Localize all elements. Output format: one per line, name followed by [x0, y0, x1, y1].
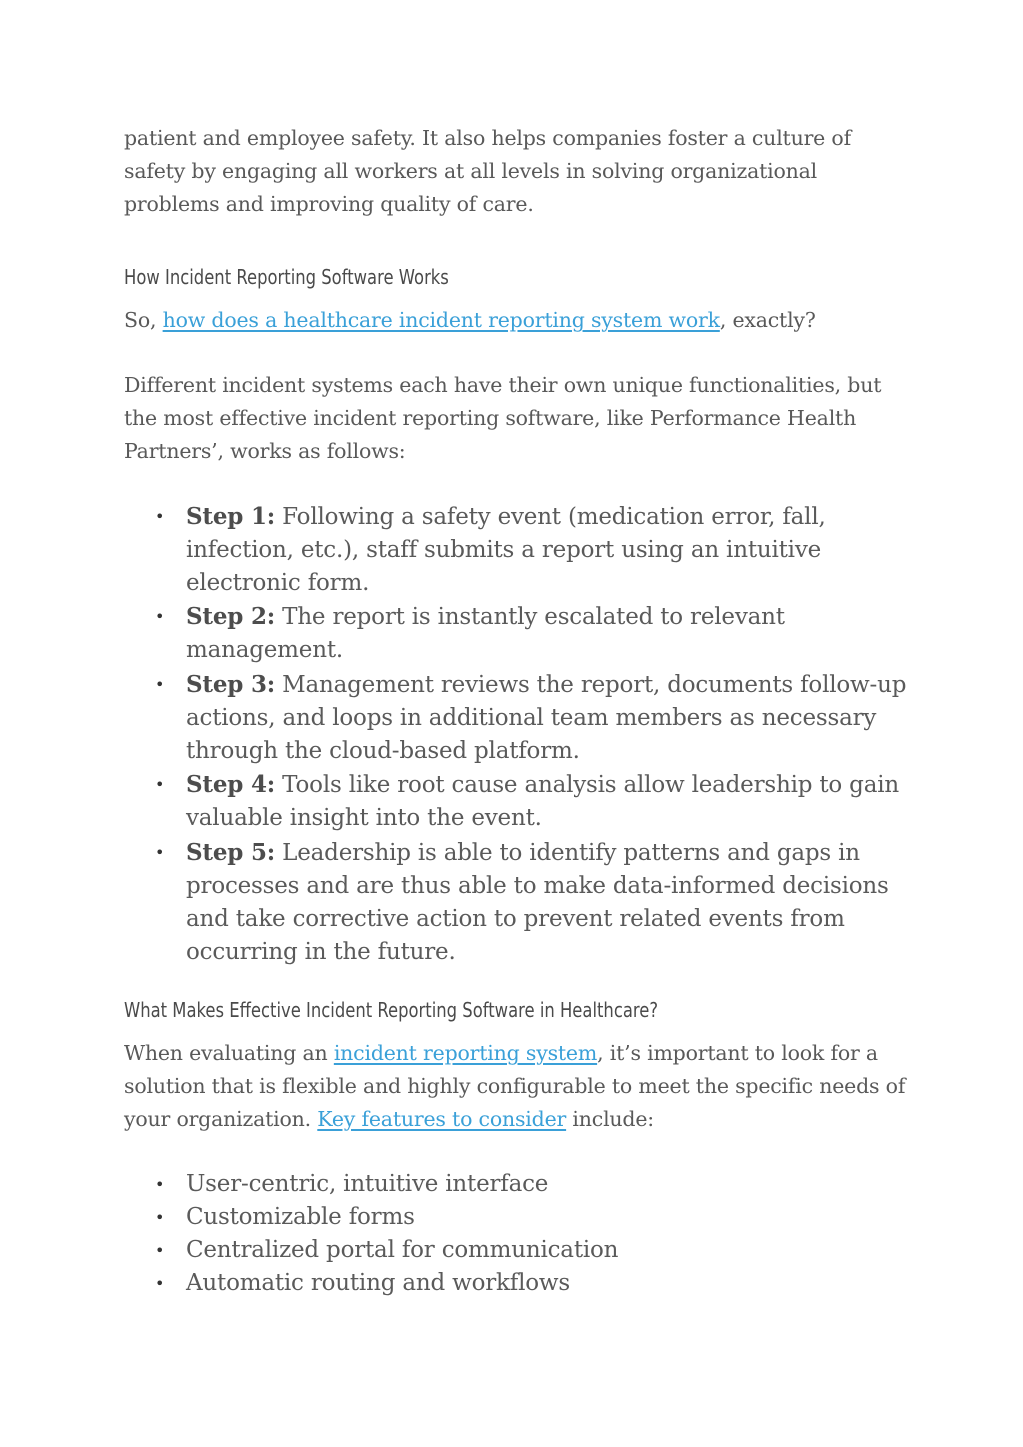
incident-reporting-system-link[interactable]: incident reporting system [333, 1041, 598, 1066]
evaluation-middle: , it’s important to look for a solution that is flexible and highly configurable to meet the specific needs of your organization. [124, 1041, 906, 1132]
step-text: Management reviews the report, documents follow-up actions, and loops in additional team members as necessary through the cloud-based platform. [186, 671, 907, 764]
intro-paragraph: patient and employee safety. It also helps companies foster a culture of safety by engaging all workers at all levels in solving organizational problems and improving quality of care. [124, 126, 851, 216]
question-suffix: , exactly? [719, 308, 816, 333]
evaluation-prefix: When evaluating an [124, 1041, 334, 1066]
feature-text: User-centric, intuitive interface [186, 1170, 549, 1197]
how-system-works-link[interactable]: how does a healthcare incident reporting system work [162, 308, 720, 333]
bullet-icon: • [155, 1208, 165, 1228]
section-heading-effective-software: What Makes Effective Incident Reporting Software in Healthcare? [124, 998, 659, 1023]
step-label: Step 1: [186, 502, 276, 530]
question-paragraph [124, 304, 914, 337]
list-item [124, 1234, 914, 1267]
feature-text: Customizable forms [186, 1204, 415, 1231]
question-prefix: So, [124, 308, 163, 333]
bullet-icon: • [155, 775, 165, 795]
bullet-icon: • [155, 506, 165, 526]
document-page [124, 122, 914, 1301]
list-item [124, 600, 914, 667]
list-item [124, 836, 914, 970]
evaluation-paragraph [124, 1037, 914, 1135]
list-item [124, 768, 914, 835]
evaluation-suffix: include: [566, 1107, 654, 1132]
step-text: Tools like root cause analysis allow leadership to gain valuable insight into the event. [186, 772, 899, 832]
feature-text: Centralized portal for communication [186, 1237, 619, 1264]
bullet-icon: • [155, 674, 165, 694]
step-label: Step 3: [186, 670, 276, 698]
step-label: Step 2: [186, 603, 276, 631]
key-features-link[interactable]: Key features to consider [317, 1107, 567, 1132]
section-heading-how-it-works: How Incident Reporting Software Works [124, 265, 449, 290]
list-item [124, 1168, 914, 1201]
list-item [124, 500, 914, 601]
bullet-icon: • [155, 607, 165, 627]
bullet-icon: • [155, 842, 165, 862]
list-item [124, 1267, 914, 1300]
step-label: Step 5: [186, 838, 276, 866]
step-label: Step 4: [186, 771, 276, 799]
bullet-icon: • [155, 1274, 165, 1294]
step-text: Following a safety event (medication error, fall, infection, etc.), staff submits a report using an intuitive electronic form. [186, 503, 826, 596]
systems-paragraph: Different incident systems each have their own unique functionalities, but the most effective incident reporting software, like Performance Health Partners’, works as follows: [124, 373, 882, 463]
bullet-icon: • [155, 1241, 165, 1261]
feature-text: Automatic routing and workflows [186, 1270, 570, 1297]
bullet-icon: • [155, 1174, 165, 1194]
step-text: The report is instantly escalated to relevant management. [186, 604, 785, 664]
features-list [124, 1168, 914, 1301]
steps-list [124, 500, 914, 970]
step-text: Leadership is able to identify patterns and gaps in processes and are thus able to make data-informed decisions and take corrective action to prevent related events from occurring in the future. [186, 839, 889, 966]
list-item [124, 668, 914, 769]
list-item [124, 1201, 914, 1234]
